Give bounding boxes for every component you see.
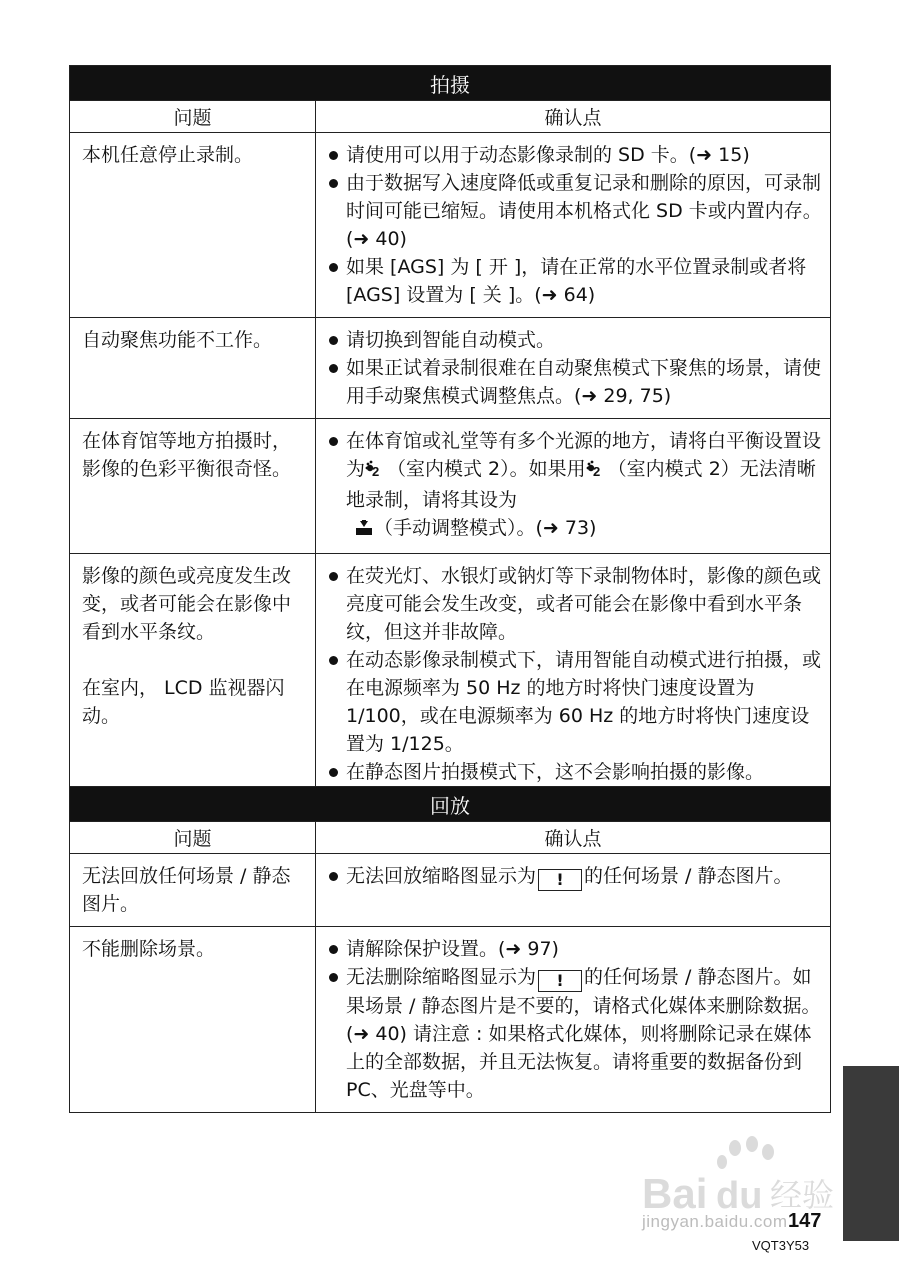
point-text: （室内模式 2）无法清晰地录制，请将其设为	[346, 458, 816, 511]
svg-text:2: 2	[372, 464, 380, 478]
exclamation-icon: !	[538, 869, 582, 891]
table-row	[70, 854, 831, 927]
page-number: 147	[788, 1210, 822, 1232]
problem-text: 影像的颜色或亮度发生改变，或者可能会在影像中看到水平条纹。	[82, 565, 292, 643]
table-row	[70, 419, 831, 554]
point-text: （手动调整模式）。(➜ 73)	[374, 517, 597, 539]
table-row	[70, 927, 831, 1113]
document-code: VQT3Y53	[752, 1238, 810, 1253]
watermark-bai-text: Bai	[642, 1170, 708, 1217]
table-row	[70, 133, 831, 318]
list-item: 如果正试着录制很难在自动聚焦模式下聚焦的场景，请使用手动聚焦模式调整焦点。(➜ 29, 75)	[329, 354, 822, 410]
point-text: 无法删除缩略图显示为	[346, 966, 537, 988]
watermark-du-text: du	[716, 1175, 763, 1217]
problem-text: 无法回放任何场景 / 静态图片。	[82, 865, 291, 915]
list-item: 请解除保护设置。(➜ 97)	[329, 935, 822, 963]
indoor-mode-2-icon	[365, 458, 387, 486]
point-text: 在体育馆或礼堂等有多个光源的地方，请将白平衡设置设为	[346, 430, 822, 480]
column-header-problem: 问题	[70, 101, 316, 133]
indoor-mode-2-icon	[586, 458, 608, 486]
point-text: 的任何场景 / 静态图片。如果场景 / 静态图片是不要的，请格式化媒体来删除数据。(➜ 40) 请注意 : 如果格式化媒体，则将删除记录在媒体上的全部数据，并且无法恢复。请将重要的数据备份到 PC、光盘等中。	[346, 966, 821, 1101]
list-item	[329, 963, 822, 1104]
exclamation-icon: !	[538, 970, 582, 992]
section-title-playback: 回放	[70, 787, 831, 822]
column-header-problem: 问题	[70, 822, 316, 854]
list-item: 由于数据写入速度降低或重复记录和删除的原因，可录制时间可能已缩短。请使用本机格式化 SD 卡或内置内存。(➜ 40)	[329, 169, 822, 253]
list-item	[329, 862, 822, 891]
problem-text: 不能删除场景。	[82, 938, 216, 960]
problem-text: 本机任意停止录制。	[82, 144, 254, 166]
list-item: 请使用可以用于动态影像录制的 SD 卡。(➜ 15)	[329, 141, 822, 169]
problem-text: 自动聚焦功能不工作。	[82, 329, 273, 351]
column-header-check: 确认点	[316, 101, 831, 133]
watermark-url: jingyan.baidu.com	[642, 1212, 788, 1231]
playback-table	[69, 786, 831, 1113]
list-item: 在荧光灯、水银灯或钠灯等下录制物体时，影像的颜色或亮度可能会发生改变，或者可能会在影像中看到水平条纹，但这并非故障。	[329, 562, 822, 646]
shooting-table	[69, 65, 831, 795]
list-item: 如果 [AGS] 为 [ 开 ]，请在正常的水平位置录制或者将 [AGS] 设置为 [ 关 ]。(➜ 64)	[329, 253, 822, 309]
watermark-cn-text: 经验	[770, 1176, 835, 1214]
list-item	[329, 427, 822, 545]
problem-text: 在室内， LCD 监视器闪动。	[82, 677, 285, 727]
column-header-check: 确认点	[316, 822, 831, 854]
point-text: 的任何场景 / 静态图片。	[584, 865, 793, 887]
point-text: 无法回放缩略图显示为	[346, 865, 537, 887]
problem-text: 在体育馆等地方拍摄时，影像的色彩平衡很奇怪。	[82, 430, 292, 480]
list-item: 请切换到智能自动模式。	[329, 326, 822, 354]
point-text: （室内模式 2）。如果用	[387, 458, 586, 480]
section-title-shooting: 拍摄	[70, 66, 831, 101]
list-item: 在静态图片拍摄模式下，这不会影响拍摄的影像。	[329, 758, 822, 786]
table-row	[70, 554, 831, 795]
table-row	[70, 318, 831, 419]
list-item: 在动态影像录制模式下，请用智能自动模式进行拍摄，或在电源频率为 50 Hz 的地方时将快门速度设置为 1/100，或在电源频率为 60 Hz 的地方时将快门速度设置为 1/125。	[329, 646, 822, 758]
manual-white-balance-icon	[354, 517, 374, 545]
svg-text:2: 2	[592, 464, 600, 478]
